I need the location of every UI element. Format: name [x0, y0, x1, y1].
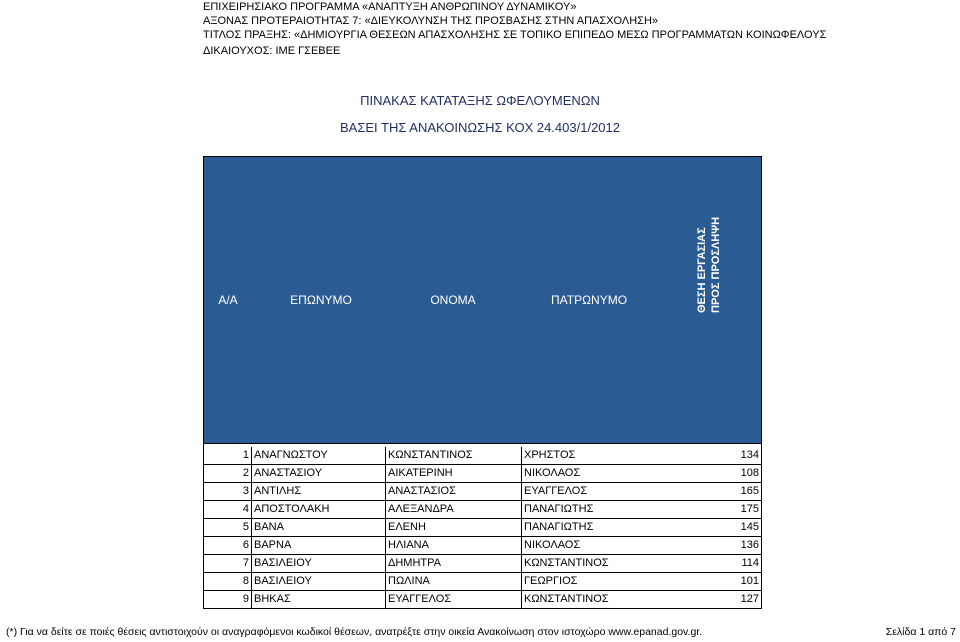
cell-surname: ΒΑΣΙΛΕΙΟΥ	[252, 555, 386, 572]
column-header-name: ΟΝΟΜΑ	[430, 293, 476, 307]
cell-father: ΠΑΝΑΓΙΩΤΗΣ	[524, 503, 594, 515]
cell-surname: ΒΗΚΑΣ	[252, 591, 386, 608]
cell-aa: 7	[204, 555, 252, 572]
cell-father: ΝΙΚΟΛΑΟΣ	[524, 539, 581, 551]
header-line-action-title: ΤΙΤΛΟΣ ΠΡΑΞΗΣ: «ΔΗΜΙΟΥΡΓΙΑ ΘΕΣΕΩΝ ΑΠΑΣΧΟΛΗΣΗΣ ΣΕ ΤΟΠΙΚΟ ΕΠΙΠΕΔΟ ΜΕΣΩ ΠΡΟΓΡΑΜΜΑΤΩΝ ΚΟΙΝΩΦΕΛΟΥΣ	[203, 29, 827, 41]
header-line-beneficiary: ΔΙΚΑΙΟΥΧΟΣ: ΙΜΕ ΓΣΕΒΕΕ	[203, 45, 341, 57]
cell-position: 175	[740, 503, 759, 515]
table-header	[204, 157, 761, 444]
cell-surname: ΑΝΤΙΛΗΣ	[252, 483, 386, 500]
cell-name: ΠΩΛΙΝΑ	[386, 573, 522, 590]
cell-position: 165	[740, 485, 759, 497]
header-line-program: ΕΠΙΧΕΙΡΗΣΙΑΚΟ ΠΡΟΓΡΑΜΜΑ «ΑΝΑΠΤΥΞΗ ΑΝΘΡΩΠΙΝΟΥ ΔΥΝΑΜΙΚΟΥ»	[203, 1, 577, 13]
cell-name: ΑΙΚΑΤΕΡΙΝΗ	[386, 465, 522, 482]
cell-surname: ΒΑΡΝΑ	[252, 537, 386, 554]
table-row	[204, 464, 761, 482]
cell-aa: 5	[204, 519, 252, 536]
page-subtitle: ΒΑΣΕΙ ΤΗΣ ΑΝΑΚΟΙΝΩΣΗΣ ΚΟΧ 24.403/1/2012	[339, 120, 620, 135]
cell-name: ΔΗΜΗΤΡΑ	[386, 555, 522, 572]
footer-note: (*) Για να δείτε σε ποιές θέσεις αντιστοιχούν οι αναγραφόμενοι κωδικοί θέσεων, ανατρέξτε στην οικεία Ανακοίνωση στον ιστοχώρο www.epanad.gov.gr.	[6, 626, 703, 638]
table-row	[204, 572, 761, 590]
cell-position: 114	[741, 557, 759, 569]
table-row	[204, 447, 761, 464]
cell-position: 101	[740, 575, 759, 587]
column-header-aa: Α/Α	[218, 293, 238, 307]
cell-father: ΚΩΝΣΤΑΝΤΙΝΟΣ	[524, 557, 609, 569]
column-header-position-line1: ΘΕΣΗ ΕΡΓΑΣΙΑΣ	[696, 227, 708, 313]
table-row	[204, 500, 761, 518]
cell-name: ΗΛΙΑΝΑ	[386, 537, 522, 554]
cell-surname: ΑΝΑΓΝΩΣΤΟΥ	[252, 447, 386, 464]
column-header-position	[696, 217, 736, 337]
cell-aa: 4	[204, 501, 252, 518]
table-body	[204, 447, 761, 608]
cell-position: 145	[740, 521, 759, 533]
page-title: ΠΙΝΑΚΑΣ ΚΑΤΑΤΑΞΗΣ ΩΦΕΛΟΥΜΕΝΩΝ	[360, 93, 600, 108]
cell-aa: 8	[204, 573, 252, 590]
cell-father: ΕΥΑΓΓΕΛΟΣ	[524, 485, 588, 497]
header-line-axis: ΑΞΟΝΑΣ ΠΡΟΤΕΡΑΙΟΤΗΤΑΣ 7: «ΔΙΕΥΚΟΛΥΝΣΗ ΤΗΣ ΠΡΟΣΒΑΣΗΣ ΣΤΗΝ ΑΠΑΣΧΟΛΗΣΗ»	[203, 15, 659, 27]
page-number: Σελίδα 1 από 7	[885, 626, 956, 638]
cell-aa: 9	[204, 591, 252, 608]
cell-father: ΠΑΝΑΓΙΩΤΗΣ	[524, 521, 594, 533]
column-header-surname: ΕΠΩΝΥΜΟ	[290, 293, 352, 307]
cell-father: ΝΙΚΟΛΑΟΣ	[524, 467, 581, 479]
cell-aa: 6	[204, 537, 252, 554]
cell-aa: 2	[204, 465, 252, 482]
ranking-table	[203, 156, 762, 609]
cell-position: 136	[740, 539, 759, 551]
cell-name: ΑΝΑΣΤΑΣΙΟΣ	[386, 483, 522, 500]
cell-position: 134	[740, 449, 759, 461]
cell-aa: 3	[204, 483, 252, 500]
cell-surname: ΑΝΑΣΤΑΣΙΟΥ	[252, 465, 386, 482]
cell-surname: ΑΠΟΣΤΟΛΑΚΗ	[252, 501, 386, 518]
cell-surname: ΒΑΣΙΛΕΙΟΥ	[252, 573, 386, 590]
cell-name: ΚΩΝΣΤΑΝΤΙΝΟΣ	[386, 447, 522, 464]
cell-name: ΕΛΕΝΗ	[386, 519, 522, 536]
table-row	[204, 590, 761, 608]
cell-name: ΕΥΑΓΓΕΛΟΣ	[386, 591, 522, 608]
cell-position: 108	[740, 467, 759, 479]
cell-surname: ΒΑΝΑ	[252, 519, 386, 536]
cell-father: ΓΕΩΡΓΙΟΣ	[524, 575, 578, 587]
cell-aa: 1	[204, 447, 252, 464]
table-row	[204, 482, 761, 500]
cell-position: 127	[740, 593, 759, 605]
column-header-position-line2: ΠΡΟΣ ΠΡΟΣΛΗΨΗ	[710, 216, 722, 313]
cell-father: ΧΡΗΣΤΟΣ	[524, 449, 576, 461]
table-row	[204, 554, 761, 572]
cell-name: ΑΛΕΞΑΝΔΡΑ	[386, 501, 522, 518]
cell-father: ΚΩΝΣΤΑΝΤΙΝΟΣ	[524, 593, 609, 605]
column-header-father: ΠΑΤΡΩΝΥΜΟ	[550, 293, 628, 307]
table-row	[204, 536, 761, 554]
table-row	[204, 518, 761, 536]
